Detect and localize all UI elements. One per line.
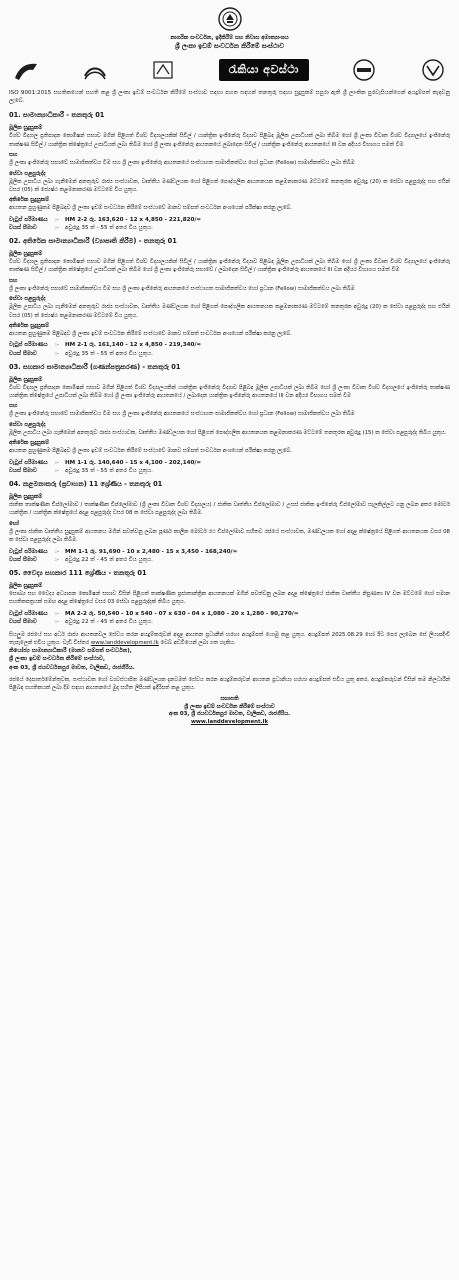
position-title: 04. කළමනාකරු (ප්‍රවාහන) 11 ශ්‍රේණිය - තනතුරු 01 bbox=[9, 479, 163, 488]
address-line-2: ශ්‍රී ලංකා ඉඩම් සංවර්ධන කිරීමේ සංස්ථාව, bbox=[9, 656, 105, 663]
address-line-1: නියෝජ්‍ය සාමාන්‍යාධිකාරී (මානව සම්පත් සංවර්ධන), bbox=[9, 648, 132, 655]
age-row: වයස් සීමාව :- අවුරුදු 35 ත් - 55 ත් අතර විය යුතුය. bbox=[9, 468, 153, 475]
position-title: 05. වෛද්‍ය සහකාර 111 ශ්‍රේණිය - තනතුරු 01 bbox=[9, 568, 147, 577]
basic-qualifications-label: මූලික සුදුසුකම් bbox=[9, 493, 43, 500]
position-section-2 bbox=[9, 237, 450, 359]
position-section-1 bbox=[9, 111, 450, 233]
basic-qualifications: විශ්ව විද්‍යාල ප්‍රතිපාදන කොමිෂන් සභාව මගින් පිළිගත් විශ්ව විද්‍යාලයකින් සිවිල් / යාන්ත්‍රික ඉංජිනේරු විද්‍යාව පිළිබඳ මූලික උපාධියක් ලබා තිබීම හෝ ශ්‍රී ලංකා විවෘත විශ්ව විද්‍යාලයේ ඉංජිනේරු තාක්ෂණ සිවිල් / යාන්ත්‍රික ක්ෂේත්‍රයේ උපාධියක් ලබා තිබීම හෝ ශ්‍රී ලංකා ඉංජිනේරු ආයතනයේ ලබාදෙන සිවිල් / යාන්ත්‍රික ඉංජිනේරු ආයතනයේ III වන අදියර විභාගය සමත් වීම bbox=[9, 133, 450, 148]
position-section-4 bbox=[9, 480, 450, 565]
additional-requirement: ආයතන පුහුණුකම පිළිබඳව ශ්‍රී ලංකා ඉඩම් සංවර්ධන කිරීමේ සංස්ථාවේ මානව සම්පත් සංවර්ධන අංශයෙන් පරීක්ෂා කරනු ලැබේ. bbox=[9, 331, 292, 338]
vacancy-banner: රැකියා අවස්ථා bbox=[219, 59, 309, 81]
website-link[interactable]: www.landdevelopment.lk bbox=[90, 639, 159, 646]
basic-qualifications: ජාතික තාක්ෂණික ඩිප්ලෝමාව / තාක්ෂණික ඩිප්ලෝමාව (ශ්‍රී ලංකා විවෘත විශ්ව විද්‍යාලය) / ජාතික වෘත්තීය ඩිප්ලෝමාව / උසස් ජාතික ඉංජිනේරු ඩිප්ලෝමාව සැලකිල්ලට ගනු ලබන අතර මෝටර් යාන්ත්‍රික / යාන්ත්‍රික ක්ෂේත්‍රයේ අදාළ පළපුරුද්ද වසර 08 ක සේවා පළපුරුද්ද ලබා තිබීම. bbox=[9, 501, 450, 517]
age-row: වයස් සීමාව :- අවුරුදු 35 ත් - 55 ත් අතර විය යුතුය. bbox=[9, 351, 153, 358]
additional-label: අතිරේක සුදුසුකම් bbox=[9, 197, 50, 204]
additional-label: අතිරේක සුදුසුකම් bbox=[9, 440, 50, 447]
age-row: වයස් සීමාව :- අවුරුදු 22 ත් - 45 ත් අතර විය යුතුය. bbox=[9, 619, 153, 626]
position-title: 03. සහකාර සාමාන්‍යාධිකාරී (ගණන්පත්‍රකරණ) - තනතුරු 01 bbox=[9, 362, 181, 371]
age-row: වයස් සීමාව :- අවුරුදු 35 ත් - 55 ත් අතර විය යුතුය. bbox=[9, 225, 153, 232]
basic-qualifications: සෞඛ්‍ය සහ වෛද්‍ය අධ්‍යාපන කොමිෂන් සභාව විසින් පිළිගත් තාක්ෂණික ප්‍රජාතාන්ත්‍රික ආයතනයක් මගින් පවත්වනු ලබන අදාළ ක්ෂේත්‍රයේ ජාතික වෘත්තීය නිපුණතා IV වන මට්ටමේ හෝ සමාන සහතිකපත්‍රයක් සමඟ අදාළ ක්ෂේත්‍රයේ වසර 03 සේවා පළපුරුද්දක් තිබිය යුතුය. bbox=[9, 590, 450, 606]
position-title: 01. සාමාන්‍යාධිකාරී - තනතුරු 01 bbox=[9, 111, 105, 120]
additional-requirement: ආයතන පුහුණුකම පිළිබඳව ශ්‍රී ලංකා ඉඩම් සංවර්ධන කිරීමේ සංස්ථාවේ මානව සම්පත් සංවර්ධන අංශයෙන් පරීක්ෂා කරනු ලැබේ. bbox=[9, 448, 292, 455]
basic-qualifications: විශ්ව විද්‍යාල ප්‍රතිපාදන කොමිෂන් සභාව මගින් පිළිගත් විශ්ව විද්‍යාලයකින් යාන්ත්‍රික ඉංජිනේරු විද්‍යාව පිළිබඳ මූලික උපාධියක් ලබා තිබීම හෝ ශ්‍රී ලංකා විවෘත විශ්ව විද්‍යාලයේ ඉංජිනේරු තාක්ෂණ යාන්ත්‍රික ක්ෂේත්‍රයේ උපාධියක් ලබා තිබීම හෝ ශ්‍රී ලංකා ඉංජිනේරු ආයතනයේ / ලබාදෙන යාන්ත්‍රික ඉංජිනේරු ආයතනයේ III වන අදියර විභාගය සමත් වීම bbox=[9, 384, 450, 400]
experience-label: සේවා පළපුරුද්ද bbox=[9, 170, 46, 177]
position-section-3 bbox=[9, 363, 450, 476]
experience-requirement: මූලික උපාධිය ලබා ගැනීමෙන් අනතුරුව රාජ්‍ය සංස්ථාවක, වෘත්තීය මණ්ඩලයක හෝ පිළිගත් පෞද්ගලික ආයතනයක කළමනාකරණ මට්ටමේ තනතුරක අවුරුදු (20) ක සේවා පළපුරුද්ද සහ එයින් වසර (05) ක් ජ්‍යෙෂ්ඨ කළමනාකරණ මට්ටමේ විය යුතුය. bbox=[9, 304, 450, 319]
salary-row: වැටුප් පරිමාණය :- HM 1-1 රු. 140,640 - 15 x 4,100 - 202,140/= bbox=[9, 459, 202, 466]
salary-row: වැටුප් පරිමාණය :- MM 1-1 රු. 91,690 - 10 x 2,480 - 15 x 3,450 - 168,240/= bbox=[9, 548, 238, 555]
iso-logo-icon bbox=[13, 58, 39, 82]
ministry-name: නාගරික සංවර්ධන, ඉදිකිරීම් සහ නිවාස අමාත්‍යාංශය bbox=[170, 35, 289, 41]
salary-row: වැටුප් පරිමාණය :- HM 2-2 රු. 163,620 - 12 x 4,850 - 221,820/= bbox=[9, 216, 202, 223]
nvq-logo-icon bbox=[420, 58, 446, 82]
footer-website-link[interactable]: www.landdevelopment.lk bbox=[190, 718, 269, 725]
signatory-title: සභාපති bbox=[220, 696, 239, 703]
membership-requirement: ශ්‍රී ලංකා ඉංජිනේරු සභාවේ සාමාජිකත්වය වීම සහ ශ්‍රී ලංකා ඉංජිනේරු ආයතනයේ සංස්ථාගත සාමාජිකත්වය හෝ ප්‍රධාන (Fellow) සාමාජිකත්වය ලබා තිබීම bbox=[9, 160, 355, 167]
slab-logo-icon bbox=[351, 58, 377, 82]
membership-requirement: ශ්‍රී ලංකා ඉංජිනේරු සභාවේ සාමාජිකත්වය වීම සහ ශ්‍රී ලංකා ඉංජිනේරු ආයතනයේ සංස්ථාගත සාමාජිකත්වය හෝ ප්‍රධාන (Fellow) සාමාජිකත්වය ලබා තිබීම bbox=[9, 285, 355, 292]
and-label: සහ bbox=[9, 277, 18, 284]
additional-requirement: ආයතන පුහුණුකම පිළිබඳව ශ්‍රී ලංකා ඉඩම් සංවර්ධන කිරීමේ සංස්ථාවේ මානව සම්පත් සංවර්ධන අංශයෙන් පරීක්ෂා කරනු ලැබේ. bbox=[9, 205, 292, 212]
signatory-org: ශ්‍රී ලංකා ඉඩම් සංවර්ධන කිරීමේ සංස්ථාව bbox=[184, 703, 275, 710]
experience-label: සේවා පළපුරුද්ද bbox=[9, 296, 46, 303]
cert-logo-icon bbox=[150, 58, 176, 82]
organization-name: ශ්‍රී ලංකා ඉඩම් සංවර්ධන කිරීමේ සංස්ථාව bbox=[174, 42, 285, 50]
basic-qualifications-label: මූලික සුදුසුකම් bbox=[9, 251, 43, 258]
salary-row: වැටුප් පරිමාණය :- HM 2-1 රු. 161,140 - 12 x 4,850 - 219,340/= bbox=[9, 342, 202, 349]
position-section-5 bbox=[9, 569, 450, 627]
or-label: හෝ bbox=[9, 520, 19, 527]
alternate-qualifications: ශ්‍රී ලංකා ජාතික වෘත්තීය සුදුසුකම් ආයතනය මගින් පවත්වනු ලබන පූර්ණ කාලීන මෝටර් රථ ඩිප්ලෝමාව සහිතව රජයේ සංස්ථාවක, මණ්ඩලයක හෝ අදාළ ක්ෂේත්‍රයේ පිළිගත් ආයතනයක වසර 08 ක සේවා පළපුරුද්ද ලබා තිබීම. bbox=[9, 528, 450, 544]
and-label: සහ bbox=[9, 152, 18, 159]
national-emblem-icon bbox=[215, 6, 245, 32]
application-instructions: සියලුම රජයේ සහ අර්ධ රාජ්‍ය ආයතනවල සේවය කරන අයදුම්කරුවන් අදාළ ආයතන ප්‍රධානීන් හරහා අයදුම්පත් යොමු කළ යුතුය. අයදුම්පත් 2025.08.29 හෝ ඊට පෙර ලැබෙන සේ ලියාපදිංචි තැපෑලෙන් එවිය යුතුය. වැඩි විස්තර www.landdevelopment.lk වෙබ් අඩවියෙන් ලබා ගත හැකිය. bbox=[9, 631, 450, 646]
signatory-address: අංක 03, ශ්‍රී ජයවර්ධනපුර මාවත, වැලිකඩ, රාජගිරිය. bbox=[168, 711, 291, 718]
position-title: 02. අතිරේක සාමාන්‍යාධිකාරී (ව්‍යාපෘති කිරීම) - තනතුරු 01 bbox=[9, 237, 177, 246]
ldc-logo-icon bbox=[82, 58, 108, 82]
and-label: සහ bbox=[9, 403, 18, 410]
basic-qualifications-label: මූලික සුදුසුකම් bbox=[9, 125, 43, 132]
basic-qualifications-label: මූලික සුදුසුකම් bbox=[9, 582, 43, 589]
intro-paragraph: ISO 9001:2015 සහතිකයෙන් සහති කළ ශ්‍රී ලංකා ඉඩම් සංවර්ධන කිරීමේ සංස්ථාව සඳහා පහත සඳහන් තනතුරු සඳහා සුදුසුකම් සපුරා ඇති ශ්‍රී ලාංකික පුරවැසියන්ගෙන් අයදුම්පත් කැඳවනු ලැබේ. bbox=[9, 90, 450, 105]
experience-requirement: මූලික උපාධිය ලබා ගැනීමෙන් අනතුරුව රාජ්‍ය සංස්ථාවක, වෘත්තීය මණ්ඩලයක හෝ පිළිගත් පෞද්ගලික ආයතනයක කළමනාකරණ මට්ටමේ තනතුරක අවුරුදු (20) ක සේවා පළපුරුද්ද සහ එයින් වසර (05) ක් ජ්‍යෙෂ්ඨ කළමනාකරණ මට්ටමේ විය යුතුය. bbox=[9, 178, 450, 194]
salary-row: වැටුප් පරිමාණය :- MA 2-2 රු. 50,540 - 10 x 540 - 07 x 630 - 04 x 1,080 - 20 x 1,280 - 90,270/= bbox=[9, 610, 299, 617]
additional-label: අතිරේක සුදුසුකම් bbox=[9, 323, 50, 330]
experience-requirement: මූලික උපාධිය ලබා ගැනීමෙන් අනතුරුව රාජ්‍ය සංස්ථාවක, වෘත්තීය මණ්ඩලයක හෝ පිළිගත් පෞද්ගලික ආයතනයක කළමනාකරණ මට්ටමේ තනතුරක අවුරුදු (15) ක සේවා පළපුරුද්ද තිබිය යුතුය. bbox=[9, 429, 447, 436]
experience-label: සේවා පළපුරුද්ද bbox=[9, 421, 46, 428]
age-row: වයස් සීමාව :- අවුරුදු 22 ත් - 45 ත් අතර විය යුතුය. bbox=[9, 557, 153, 564]
logo-row bbox=[13, 54, 446, 86]
signature-block bbox=[9, 696, 450, 726]
membership-requirement: ශ්‍රී ලංකා ඉංජිනේරු සභාවේ සාමාජිකත්වය වීම සහ ශ්‍රී ලංකා ඉංජිනේරු ආයතනයේ සංස්ථාගත සාමාජිකත්වය හෝ ප්‍රධාන (Fellow) සාමාජිකත්වය ලබා තිබීම bbox=[9, 411, 355, 418]
basic-qualifications: විශ්ව විද්‍යාල ප්‍රතිපාදන කොමිෂන් සභාව මගින් පිළිගත් විශ්ව විද්‍යාලයකින් සිවිල් / යාන්ත්‍රික ඉංජිනේරු විද්‍යාව පිළිබඳ මූලික උපාධියක් ලබා තිබීම හෝ ශ්‍රී ලංකා විවෘත විශ්ව විද්‍යාලයේ ඉංජිනේරු තාක්ෂණ සිවිල් / යාන්ත්‍රික ක්ෂේත්‍රයේ උපාධියක් ලබා තිබීම හෝ ශ්‍රී ලංකා ඉංජිනේරු සභාවේ / ලබාදෙන සිවිල් / යාන්ත්‍රික ඉංජිනේරු ආයතනයේ III වන අදියර විභාගය සමත් වීම bbox=[9, 259, 450, 274]
basic-qualifications-label: මූලික සුදුසුකම් bbox=[9, 376, 43, 383]
public-servant-note: රජයේ දෙපාර්තමේන්තුවක, සංස්ථාවක හෝ ව්‍යවස්ථාපිත මණ්ඩලයක දැනටමත් සේවය කරන අයදුම්කරුවන් ආයතන ප්‍රධානියා හරහා අයදුම්පත් එවිය යුතු අතර, අයදුම්කරුවන් විසින් තම නිලධාරීන් පිළිබඳ සහතිකයක් ලබා දීම සඳහා ආයතනයේ මුදා සහිත ලිපියක් ඉදිරිපත් කළ යුතුය. bbox=[9, 676, 450, 691]
address-line-3: අංක 03, ශ්‍රී ජයවර්ධනපුර මාවත, වැලිකඩ, රාජගිරිය. bbox=[9, 664, 135, 671]
